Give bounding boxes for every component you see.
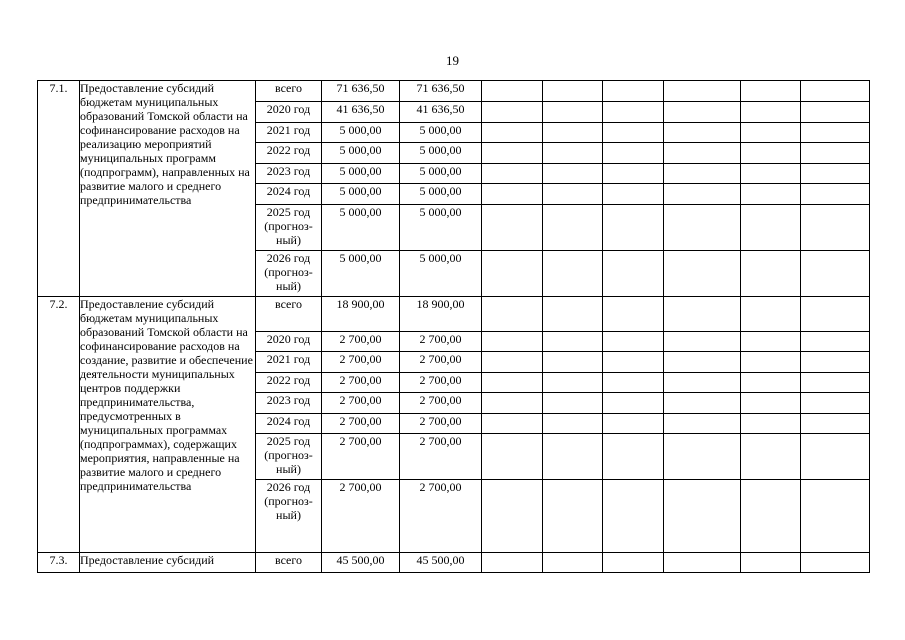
budget-value: 71 636,50	[400, 81, 482, 102]
empty-cell	[664, 373, 741, 393]
empty-cell	[741, 123, 801, 143]
empty-cell	[482, 480, 543, 553]
empty-cell	[801, 164, 870, 184]
empty-cell	[664, 102, 741, 123]
table-body	[38, 81, 870, 573]
year-label: 2021 год	[256, 123, 322, 143]
empty-cell	[543, 143, 603, 164]
empty-cell	[543, 251, 603, 297]
empty-cell	[664, 205, 741, 251]
empty-cell	[741, 393, 801, 414]
empty-cell	[482, 414, 543, 434]
total-value: 45 500,00	[322, 553, 400, 573]
total-value: 2 700,00	[322, 480, 400, 553]
empty-cell	[482, 373, 543, 393]
year-label: 2025 год (прогноз-ный)	[256, 434, 322, 480]
empty-cell	[741, 414, 801, 434]
total-value: 5 000,00	[322, 164, 400, 184]
empty-cell	[603, 164, 664, 184]
budget-value: 2 700,00	[400, 434, 482, 480]
empty-cell	[603, 143, 664, 164]
empty-cell	[543, 373, 603, 393]
empty-cell	[603, 434, 664, 480]
empty-cell	[801, 297, 870, 332]
empty-cell	[482, 102, 543, 123]
empty-cell	[741, 184, 801, 205]
empty-cell	[664, 81, 741, 102]
empty-cell	[801, 373, 870, 393]
year-label: 2023 год	[256, 393, 322, 414]
empty-cell	[801, 352, 870, 373]
total-value: 2 700,00	[322, 393, 400, 414]
year-label: 2026 год (прогноз-ный)	[256, 480, 322, 553]
total-value: 2 700,00	[322, 414, 400, 434]
empty-cell	[801, 205, 870, 251]
row-description: Предоставление субсидий	[80, 553, 256, 573]
budget-value: 45 500,00	[400, 553, 482, 573]
row-description: Предоставление субсидий бюджетам муниципальных образований Томской области на софинансирование расходов на создание, развитие и обеспечение деятельности муниципальных центров поддержки предпринимательства, предусмотренных в муниципальных программах (подпрограммах), содержащих мероприятия, направленные на развитие малого и среднего предпринимательства	[80, 297, 256, 553]
budget-value: 18 900,00	[400, 297, 482, 332]
empty-cell	[482, 251, 543, 297]
table-row	[38, 297, 870, 332]
empty-cell	[603, 123, 664, 143]
empty-cell	[801, 414, 870, 434]
empty-cell	[603, 352, 664, 373]
empty-cell	[603, 373, 664, 393]
empty-cell	[603, 297, 664, 332]
empty-cell	[543, 164, 603, 184]
budget-table	[37, 80, 870, 573]
empty-cell	[543, 352, 603, 373]
total-value: 2 700,00	[322, 434, 400, 480]
year-label: 2020 год	[256, 332, 322, 352]
empty-cell	[482, 164, 543, 184]
empty-cell	[741, 297, 801, 332]
total-value: 5 000,00	[322, 123, 400, 143]
budget-value: 5 000,00	[400, 251, 482, 297]
empty-cell	[801, 123, 870, 143]
empty-cell	[741, 553, 801, 573]
year-label: всего	[256, 297, 322, 332]
row-number: 7.2.	[38, 297, 80, 553]
budget-value: 2 700,00	[400, 332, 482, 352]
empty-cell	[482, 553, 543, 573]
empty-cell	[603, 480, 664, 553]
empty-cell	[603, 332, 664, 352]
empty-cell	[664, 434, 741, 480]
year-label: 2024 год	[256, 184, 322, 205]
budget-value: 5 000,00	[400, 143, 482, 164]
empty-cell	[603, 81, 664, 102]
budget-value: 5 000,00	[400, 205, 482, 251]
total-value: 2 700,00	[322, 352, 400, 373]
year-label: всего	[256, 81, 322, 102]
empty-cell	[543, 102, 603, 123]
empty-cell	[543, 480, 603, 553]
budget-value: 5 000,00	[400, 123, 482, 143]
empty-cell	[603, 393, 664, 414]
empty-cell	[741, 352, 801, 373]
row-description: Предоставление субсидий бюджетам муниципальных образований Томской области на софинансирование расходов на реализацию мероприятий муниципальных программ (подпрограмм), направленных на развитие малого и среднего предпринимательства	[80, 81, 256, 297]
empty-cell	[543, 184, 603, 205]
empty-cell	[603, 184, 664, 205]
empty-cell	[603, 102, 664, 123]
empty-cell	[664, 480, 741, 553]
budget-value: 2 700,00	[400, 393, 482, 414]
empty-cell	[801, 332, 870, 352]
empty-cell	[801, 81, 870, 102]
empty-cell	[482, 123, 543, 143]
budget-value: 2 700,00	[400, 352, 482, 373]
empty-cell	[801, 434, 870, 480]
budget-value: 2 700,00	[400, 373, 482, 393]
empty-cell	[482, 184, 543, 205]
total-value: 5 000,00	[322, 184, 400, 205]
page-number: 19	[446, 53, 459, 68]
empty-cell	[741, 434, 801, 480]
empty-cell	[482, 297, 543, 332]
empty-cell	[543, 332, 603, 352]
total-value: 2 700,00	[322, 373, 400, 393]
total-value: 5 000,00	[322, 205, 400, 251]
total-value: 5 000,00	[322, 251, 400, 297]
empty-cell	[664, 123, 741, 143]
empty-cell	[482, 352, 543, 373]
row-number: 7.3.	[38, 553, 80, 573]
empty-cell	[801, 143, 870, 164]
empty-cell	[543, 434, 603, 480]
table-row	[38, 81, 870, 102]
empty-cell	[741, 251, 801, 297]
empty-cell	[741, 373, 801, 393]
empty-cell	[482, 393, 543, 414]
empty-cell	[801, 393, 870, 414]
empty-cell	[801, 480, 870, 553]
empty-cell	[741, 332, 801, 352]
empty-cell	[603, 414, 664, 434]
empty-cell	[543, 393, 603, 414]
empty-cell	[664, 414, 741, 434]
empty-cell	[664, 251, 741, 297]
year-label: всего	[256, 553, 322, 573]
year-label: 2024 год	[256, 414, 322, 434]
empty-cell	[664, 297, 741, 332]
empty-cell	[801, 553, 870, 573]
empty-cell	[482, 143, 543, 164]
empty-cell	[482, 332, 543, 352]
empty-cell	[603, 251, 664, 297]
budget-value: 2 700,00	[400, 414, 482, 434]
empty-cell	[741, 102, 801, 123]
empty-cell	[482, 81, 543, 102]
empty-cell	[664, 143, 741, 164]
year-label: 2026 год (прогноз-ный)	[256, 251, 322, 297]
empty-cell	[603, 553, 664, 573]
year-label: 2025 год (прогноз-ный)	[256, 205, 322, 251]
empty-cell	[801, 184, 870, 205]
empty-cell	[543, 414, 603, 434]
budget-value: 2 700,00	[400, 480, 482, 553]
budget-value: 5 000,00	[400, 184, 482, 205]
empty-cell	[664, 352, 741, 373]
row-number: 7.1.	[38, 81, 80, 297]
total-value: 5 000,00	[322, 143, 400, 164]
empty-cell	[664, 184, 741, 205]
empty-cell	[741, 205, 801, 251]
total-value: 18 900,00	[322, 297, 400, 332]
total-value: 71 636,50	[322, 81, 400, 102]
budget-value: 41 636,50	[400, 102, 482, 123]
empty-cell	[664, 332, 741, 352]
year-label: 2023 год	[256, 164, 322, 184]
budget-value: 5 000,00	[400, 164, 482, 184]
empty-cell	[664, 393, 741, 414]
empty-cell	[482, 434, 543, 480]
year-label: 2022 год	[256, 143, 322, 164]
year-label: 2022 год	[256, 373, 322, 393]
empty-cell	[543, 297, 603, 332]
year-label: 2021 год	[256, 352, 322, 373]
empty-cell	[543, 123, 603, 143]
table-row	[38, 553, 870, 573]
empty-cell	[543, 81, 603, 102]
empty-cell	[801, 102, 870, 123]
empty-cell	[801, 251, 870, 297]
empty-cell	[603, 205, 664, 251]
empty-cell	[741, 143, 801, 164]
year-label: 2020 год	[256, 102, 322, 123]
empty-cell	[664, 553, 741, 573]
empty-cell	[741, 164, 801, 184]
empty-cell	[543, 553, 603, 573]
empty-cell	[741, 81, 801, 102]
total-value: 2 700,00	[322, 332, 400, 352]
empty-cell	[482, 205, 543, 251]
empty-cell	[543, 205, 603, 251]
empty-cell	[741, 480, 801, 553]
empty-cell	[664, 164, 741, 184]
total-value: 41 636,50	[322, 102, 400, 123]
